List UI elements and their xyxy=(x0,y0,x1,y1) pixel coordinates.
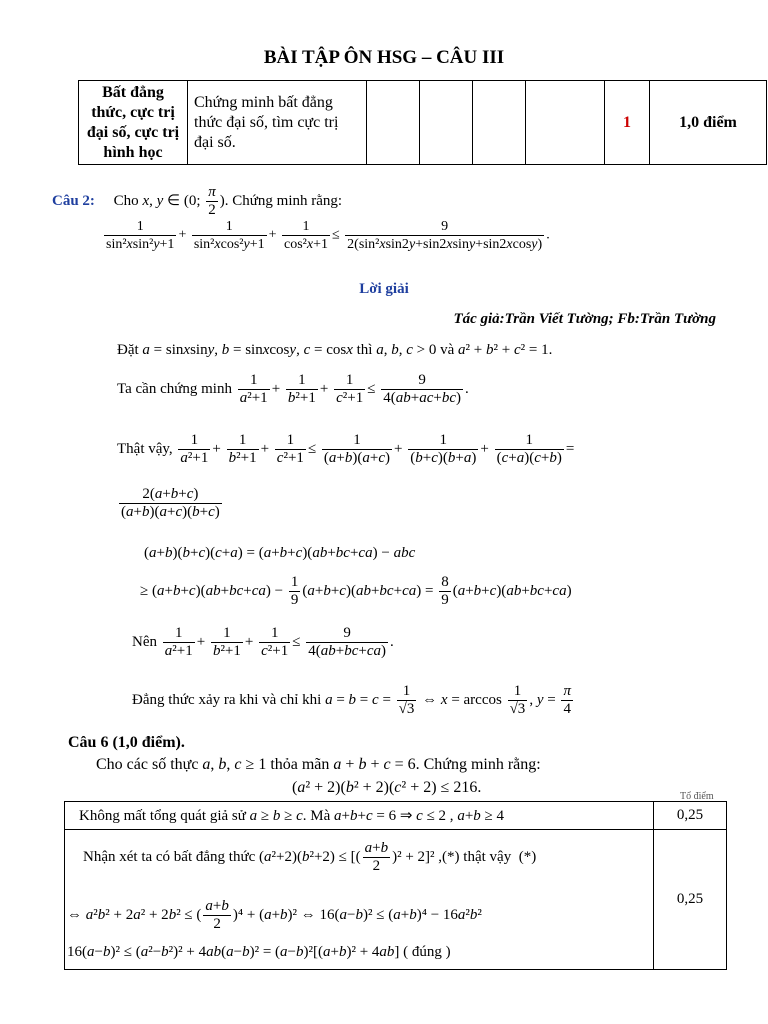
author-line: Tác giả:Trần Viết Tường; Fb:Trần Tường xyxy=(453,311,716,327)
condition-tail: . Chứng minh rằng: xyxy=(224,192,343,209)
sum-fraction: $\frac{2(a+b+c)}{(a+b)(a+c)(b+c)}$ xyxy=(121,486,220,520)
row2-score: 0,25 xyxy=(654,830,727,970)
row2-line-2: ⇔ a²b² + 2a² + 2b² ≤ ( $\frac{a+b}{2}$ )⁴ + (a+b)² ⇔ 16(a−b)² ≤ (a+b)⁴ − 16a²b² xyxy=(67,898,482,932)
row1-mid: . Mà xyxy=(302,808,331,824)
indeed-line: Thật vậy, $\frac{1}{\text{a²+1}}$ + $\frac{1}{\text{b²+1}}$ + $\frac{1}{\text{c²+1}}$ ≤ $\frac{1}{(a+b)(a+c)}$ + $\frac{1}{(b+c)(b+a)}$ + $\frac{1}{(c+a)(c+b)}$ = xyxy=(117,432,575,466)
empty-cell xyxy=(367,81,420,165)
need-to-prove-line: Ta cần chứng minh $\frac{1}{\text{a²+1}}$ + $\frac{1}{\text{b²+1}}$ + $\frac{1}{\text{c²+1}}$ ≤ $\frac{9}{4(ab+ac+bc)}$ . xyxy=(117,372,469,406)
solution-table xyxy=(64,801,727,970)
row2-text: Nhận xét ta có bất đẳng thức xyxy=(83,848,256,865)
then-text: thì xyxy=(356,342,373,358)
solution-row-2 xyxy=(65,830,654,970)
question-6-heading: Câu 6 (1,0 điểm). xyxy=(68,734,185,751)
question-2-statement xyxy=(52,184,342,219)
question-6-given: Cho các số thực a, b, c ≥ 1 thỏa mãn a + b + c = 6. Chứng minh rằng: xyxy=(96,756,541,773)
empty-cell xyxy=(473,81,526,165)
indeed-text: Thật vậy, xyxy=(117,440,173,457)
row2-mark: (*) xyxy=(518,848,537,865)
given-tail: . Chứng minh rằng: xyxy=(415,756,541,773)
need-text: Ta cần chứng minh xyxy=(117,380,232,397)
equality-text: Đẳng thức xảy ra khi và chỉ khi xyxy=(132,691,322,708)
true-text: ( đúng ) xyxy=(403,944,451,960)
topic-cell: Bất đẳng thức, cực trị đại số, cực trị hình học xyxy=(79,81,188,165)
substitution-line: Đặt a = sinxsiny, b = sinxcosy, c = cosx thì a, b, c > 0 và a² + b² + c² = 1. xyxy=(117,342,553,358)
empty-cell xyxy=(420,81,473,165)
set-text: Đặt xyxy=(117,342,139,358)
estimate-line: ≥ (a+b+c)(ab+bc+ca) − $\frac{1}{9}$ (a+b+c)(ab+bc+ca) = $\frac{8}{9}$ (a+b+c)(ab+bc+ca) xyxy=(140,574,572,608)
conclusion-line: Nên $\frac{1}{\text{a²+1}}$ + $\frac{1}{\text{b²+1}}$ + $\frac{1}{\text{c²+1}}$ ≤ $\frac{9}{4(ab+bc+ca)}$ . xyxy=(132,625,394,659)
equality-line: Đẳng thức xảy ra khi và chỉ khi a = b = c = $\frac{1}{√3}$ ⇔ x = arccos $\frac{1}{√3}$ , y = $\frac{\pi}{4}$ xyxy=(132,683,571,717)
empty-cell xyxy=(526,81,605,165)
given-mid: thỏa mãn xyxy=(270,756,330,773)
solution-heading: Lời giải xyxy=(359,281,409,297)
given-prefix: Cho các số thực xyxy=(96,756,199,773)
intro-text: Cho xyxy=(113,192,139,209)
so-text: Nên xyxy=(132,633,157,650)
row1-text: Không mất tổng quát giả sử xyxy=(79,808,246,824)
content-cell: Chứng minh bất đẳng thức đại số, tìm cực trị đại số. xyxy=(188,81,367,165)
score-cell: 1,0 điểm xyxy=(650,81,767,165)
question-2-label: Câu 2: xyxy=(52,192,95,209)
row2-tail: thật vậy xyxy=(463,848,512,865)
question-6-inequality: (a² + 2)(b² + 2)(c² + 2) ≤ 216. xyxy=(292,779,482,796)
topic-table xyxy=(78,80,767,165)
domain-math: x, y ∈ (0; $\frac{\pi}{2}$ ) xyxy=(142,184,225,218)
and-text: và xyxy=(440,342,455,358)
row2-line-3: 16(a−b)² ≤ (a²−b²)² + 4ab(a−b)² = (a−b)²[(a+b)² + 4ab] ( đúng ) xyxy=(67,944,451,960)
score-header-fragment: Tổ điểm xyxy=(680,791,714,802)
row2-line-1: Nhận xét ta có bất đẳng thức (a²+2)(b²+2) ≤ [( $\frac{a+b}{2}$ )² + 2]² ,(*) thật vậy (*) xyxy=(83,840,537,874)
row1-score: 0,25 xyxy=(654,802,727,830)
main-inequality: $\frac{1}{\text{sin²xsin²y+1}}$ + $\frac{1}{\text{sin²xcos²y+1}}$ + $\frac{1}{\text{cos²x+1}}$ ≤ $\frac{9}{\text{2(sin²xsin2y+sin2xsiny+sin2xcosy)}}$ . xyxy=(106,219,550,252)
count-cell: 1 xyxy=(605,81,650,165)
solution-row-1: Không mất tổng quát giả sử a ≥ b ≥ c. Mà a+b+c = 6 ⇒ c ≤ 2 , a+b ≥ 4 xyxy=(65,802,654,830)
page-title: BÀI TẬP ÔN HSG – CÂU III xyxy=(263,47,505,68)
identity-line: (a+b)(b+c)(c+a) = (a+b+c)(ab+bc+ca) − abc xyxy=(144,545,416,561)
